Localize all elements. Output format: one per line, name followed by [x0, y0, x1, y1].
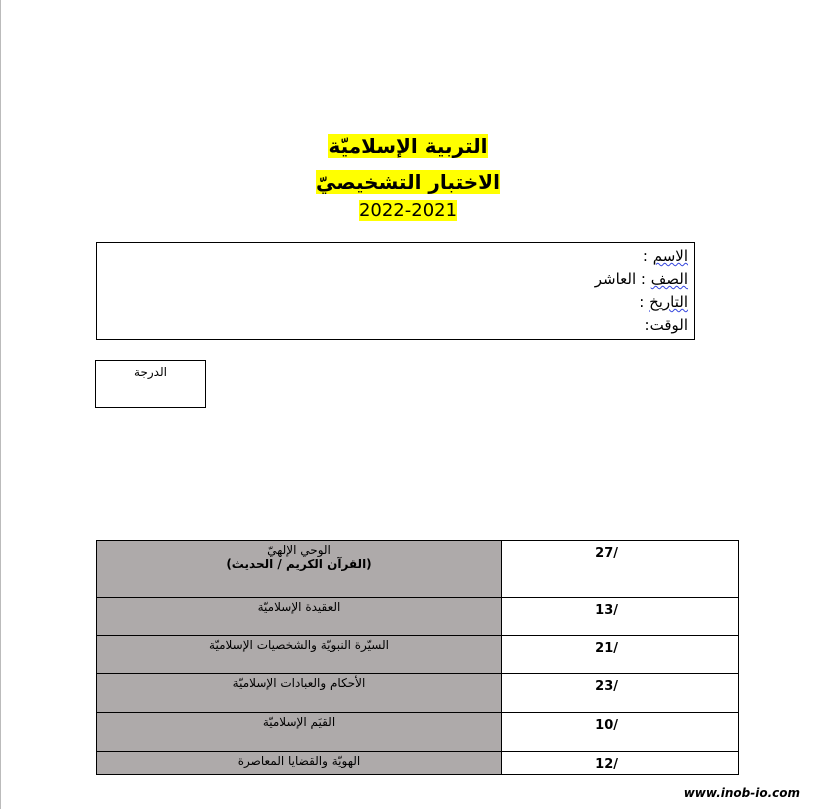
- score-cell: /13: [502, 598, 739, 636]
- scores-table: [96, 540, 739, 775]
- table-row: [97, 541, 739, 598]
- topic-cell: السيّرة النبويّة والشخصيات الإسلاميّة: [97, 636, 502, 674]
- time-line: الوقت:: [644, 316, 688, 334]
- name-line: الاسم :: [642, 247, 688, 265]
- score-cell: /21: [502, 636, 739, 674]
- table-row: [97, 598, 739, 636]
- table-row: [97, 636, 739, 674]
- academic-year: 2022-2021: [358, 200, 458, 221]
- topic-cell: الوحي الإلهيّ (القرآن الكريم / الحديث): [97, 541, 502, 598]
- topic-cell: الأحكام والعبادات الإسلاميّة: [97, 674, 502, 713]
- score-cell: /12: [502, 752, 739, 775]
- class-line: الصف : العاشر: [594, 270, 688, 288]
- score-cell: /10: [502, 713, 739, 752]
- score-cell: /23: [502, 674, 739, 713]
- page-edge: [0, 0, 1, 809]
- table-row: [97, 752, 739, 775]
- score-cell: /27: [502, 541, 739, 598]
- table-row: [97, 713, 739, 752]
- exam-title: الاختبار التشخيصيّ: [316, 170, 500, 194]
- topic-cell: العقيدة الإسلاميّة: [97, 598, 502, 636]
- topic-cell: الهويّة والقضايا المعاصرة: [97, 752, 502, 775]
- topic-cell: القيَم الإسلاميّة: [97, 713, 502, 752]
- date-line: التاريخ :: [639, 293, 688, 311]
- watermark: www.inob-io.com: [683, 786, 800, 800]
- grade-box: الدرجة: [95, 360, 206, 408]
- table-row: [97, 674, 739, 713]
- subject-title: التربية الإسلاميّة: [328, 134, 488, 158]
- student-info-box[interactable]: [96, 242, 695, 340]
